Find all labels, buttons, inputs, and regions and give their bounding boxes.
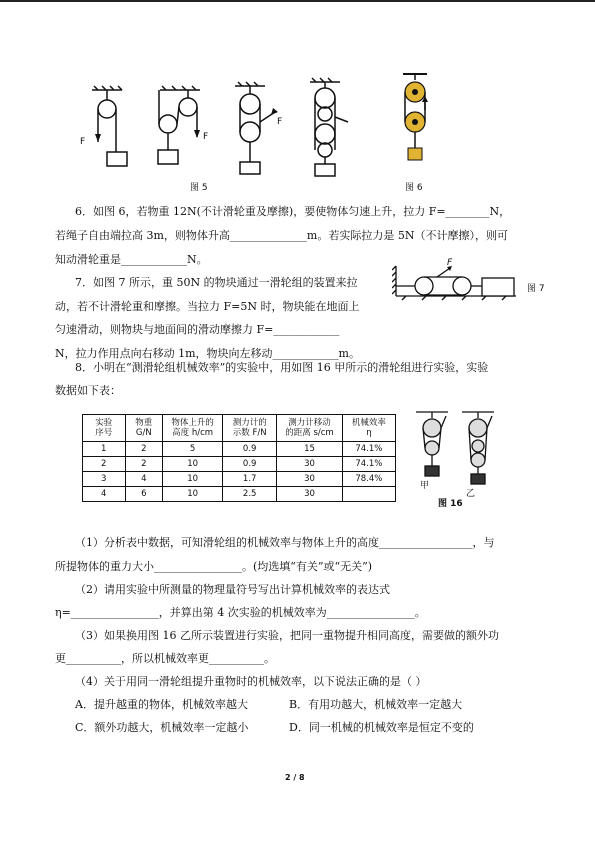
table-cell: 10 (163, 457, 223, 472)
table-cell: 4 (125, 472, 163, 487)
table-cell: 2 (83, 457, 126, 472)
table-cell: 10 (163, 472, 223, 487)
fig16-right-label: 乙 (466, 489, 476, 499)
fig6-caption: 图 6 (405, 183, 423, 193)
table-cell: 2 (125, 442, 163, 457)
fig16-left-label: 甲 (420, 481, 430, 491)
table-header-row (83, 415, 396, 442)
option-c: C．额外功越大，机械效率一定越小 (75, 721, 249, 734)
q7-line-4: N，拉力作用点向右移动 1m，物块向左移动____________m。 (55, 347, 360, 360)
experiment-data-table (82, 414, 396, 502)
header-weight: 物重 G/N (125, 415, 163, 442)
fig16-caption: 图 16 (438, 499, 463, 509)
option-a: A．提升越重的物体，机械效率越大 (75, 698, 248, 711)
header-rule (0, 0, 595, 2)
table-cell: 74.1% (342, 457, 395, 472)
table-cell: 1.7 (223, 472, 277, 487)
q6-line-2: 若绳子自由端拉高 3m，则物体升高______________m。若实际拉力是 5N（不计摩擦），则可 (55, 229, 508, 242)
header-distance: 测力计移动 的距离 s/cm (277, 415, 343, 442)
header-height: 物体上升的 高度 h/cm (163, 415, 223, 442)
sub4-line-1: （4）关于用同一滑轮组提升重物时的机械效率，以下说法正确的是（ ） (75, 675, 427, 688)
q8-line-2: 数据如下表： (55, 384, 121, 397)
q7-line-1: 7．如图 7 所示，重 50N 的物块通过一滑轮组的装置来拉 (75, 276, 358, 289)
table-cell: 30 (277, 472, 343, 487)
sub1-line-2: 所提物体的重力大小________________。(均选填“有关”或“无关”) (55, 560, 373, 573)
table-cell: 1 (83, 442, 126, 457)
figure-6-pulley (398, 70, 432, 175)
table-cell: 30 (277, 487, 343, 502)
header-efficiency: 机械效率 η (342, 415, 395, 442)
table-cell: 2.5 (223, 487, 277, 502)
q7-line-3: 匀速滑动，则物块与地面间的滑动摩擦力 F=____________ (55, 323, 340, 336)
header-trial: 实验 序号 (83, 415, 126, 442)
option-d: D．同一机械的机械效率是恒定不变的 (289, 721, 474, 734)
table-cell: 74.1% (342, 442, 395, 457)
table-cell: 10 (163, 487, 223, 502)
option-b: B．有用功越大，机械效率一定越大 (289, 698, 463, 711)
sub3-line-2: 更__________，所以机械效率更__________。 (55, 652, 275, 665)
sub1-line-1: （1）分析表中数据，可知滑轮组的机械效率与物体上升的高度_________________，与 (75, 536, 495, 549)
figure-5-pulleys (80, 72, 380, 192)
sub2-line-2: η=________________，并算出第 4 次实验的机械效率为________________。 (55, 606, 426, 619)
table-cell: 30 (277, 457, 343, 472)
table-row (83, 487, 396, 502)
table-row (83, 442, 396, 457)
table-cell: 2 (125, 457, 163, 472)
table-cell: 5 (163, 442, 223, 457)
table-cell: 0.9 (223, 442, 277, 457)
q6-line-3: 知动滑轮重是____________N。 (55, 253, 208, 266)
q6-line-1: 6．如图 6，若物重 12N(不计滑轮重及摩擦)，要使物体匀速上升，拉力 F=________N， (75, 205, 511, 218)
fig5-caption: 图 5 (190, 183, 208, 193)
fig5-force-label-1: F (80, 137, 86, 147)
q7-line-2: 动，若不计滑轮重和摩擦。当拉力 F=5N 时，物块能在地面上 (55, 300, 360, 313)
sub3-line-1: （3）如果换用图 16 乙所示装置进行实验，把同一重物提升相同高度，需要做的额外功 (75, 629, 499, 642)
fig5-force-label-3: F (277, 117, 283, 127)
figure-7-pulley-block (392, 262, 520, 304)
fig5-force-label-2: F (203, 132, 209, 142)
q8-line-1: 8．小明在“测滑轮组机械效率”的实验中，用如图 16 甲所示的滑轮组进行实验，实验 (75, 361, 489, 374)
table-cell: 6 (125, 487, 163, 502)
sub2-line-1: （2）请用实验中所测量的物理量符号写出计算机械效率的表达式 (75, 583, 390, 596)
table-cell (342, 487, 395, 502)
table-cell: 3 (83, 472, 126, 487)
table-row (83, 457, 396, 472)
fig7-caption: 图 7 (527, 284, 545, 294)
table-cell: 0.9 (223, 457, 277, 472)
page-number: 2 / 8 (285, 773, 305, 782)
table-cell: 78.4% (342, 472, 395, 487)
table-row (83, 472, 396, 487)
table-cell: 15 (277, 442, 343, 457)
fig7-force-label: F (447, 258, 453, 268)
table-cell: 4 (83, 487, 126, 502)
header-force: 测力计的 示数 F/N (223, 415, 277, 442)
